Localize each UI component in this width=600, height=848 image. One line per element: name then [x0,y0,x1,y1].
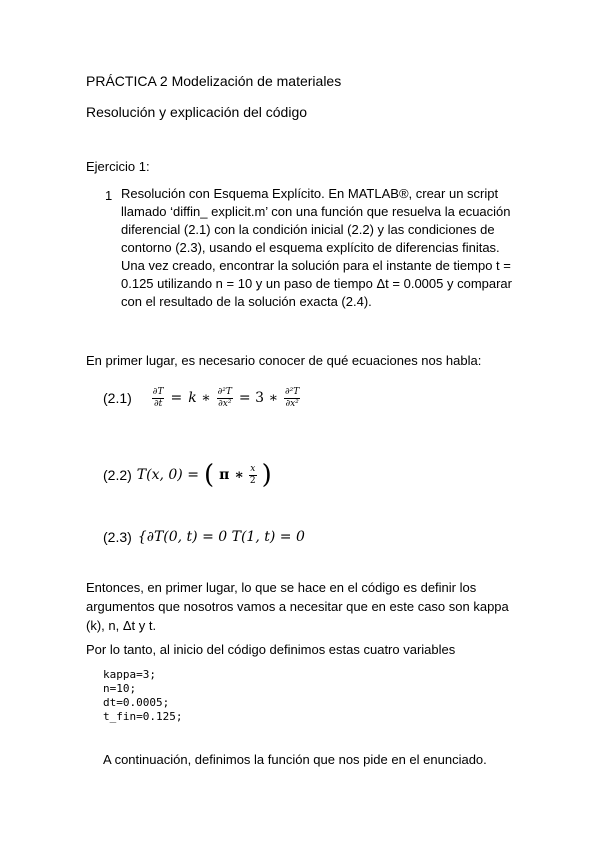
exercise-number: 1 [105,188,113,203]
exercise-line: llamado ‘diffin_ explicit.m’ con una función que resuelva la ecuación [121,204,511,219]
kappa-term: k ∗ [188,390,211,406]
intro-text: En primer lugar, es necesario conocer de qué ecuaciones nos habla: [86,353,482,368]
paragraph-line: argumentos que nosotros vamos a necesitar que en este caso son kappa [86,599,509,614]
exercise-heading: Ejercicio 1: [86,159,150,174]
equation-2-3 [103,527,305,547]
code-line: t_fin=0.125; [103,710,183,723]
exercise-line: contorno (2.3), usando el esquema explícito de diferencias finitas. [121,240,500,255]
code-line: dt=0.0005; [103,696,170,709]
fraction-x-over-2: $\frac{x}{2}$ [249,463,256,486]
document-subtitle: Resolución y explicación del código [86,104,308,120]
equation-2-2 [103,457,272,493]
fraction-dT-dt: $\frac{\partial T}{\partial t}$ [152,386,164,409]
left-paren: ( [203,460,215,490]
exercise-line: Una vez creado, encontrar la solución para el instante de tiempo t = [121,258,511,273]
equation-2-1 [103,380,300,416]
exercise-statement [121,185,521,311]
code-line: kappa=3; [103,668,156,681]
exercise-line: Resolución con Esquema Explícito. En MATLAB®, crear un script [121,186,499,201]
initial-condition-lhs: T(x, 0) = [136,467,199,483]
paragraph-variables-intro: Por lo tanto, al inicio del código definimos estas cuatro variables [86,642,456,657]
right-paren: ) [261,460,272,490]
fraction-d2T-dx2-second: $\frac{\text{∂²T}}{\text{∂x²}}$ [284,386,300,409]
exercise-line: con el resultado de la solución exacta (2.4). [121,294,372,309]
document-title: PRÁCTICA 2 Modelización de materiales [86,73,342,89]
closing-text: A continuación, definimos la función que nos pide en el enunciado. [103,752,487,767]
fraction-d2T-dx2: $\frac{\text{∂²T}}{\text{∂x²}}$ [217,386,232,409]
paragraph-line: (k), n, Δt y t. [86,618,157,633]
code-line: n=10; [103,682,137,695]
equation-label: (2.2) [103,467,132,483]
boundary-conditions: {∂T(0, t) = 0 T(1, t) = 0 [137,529,305,545]
equals-sign: = [170,390,183,406]
pi-term: π ∗ [219,467,244,483]
exercise-line: diferencial (2.1) con la condición inicial (2.2) y las condiciones de [121,222,495,237]
code-block [103,668,182,724]
equals-three: = 3 ∗ [238,390,278,406]
exercise-line: 0.125 utilizando n = 10 y un paso de tiempo Δt = 0.0005 y comparar [121,276,512,291]
paragraph-line: Entonces, en primer lugar, lo que se hace en el código es definir los [86,580,477,595]
equation-label: (2.1) [103,390,132,406]
equation-label: (2.3) [103,529,132,545]
